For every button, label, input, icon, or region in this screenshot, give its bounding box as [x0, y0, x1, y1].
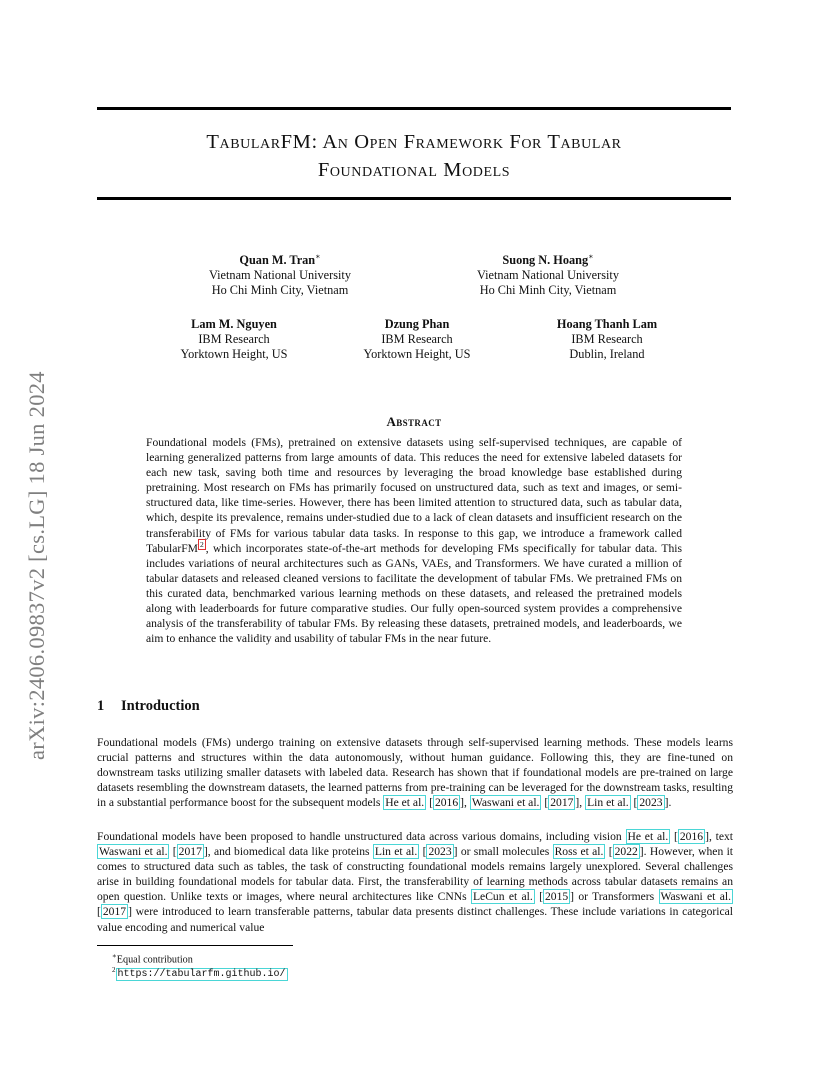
- citation-year-link[interactable]: 2023: [639, 796, 663, 810]
- footnote-url-link[interactable]: https://tabularfm.github.io/: [117, 969, 286, 981]
- citation-year-link[interactable]: 2022: [614, 845, 638, 859]
- abstract-text-2: , which incorporates state-of-the-art methods for developing FMs specifically for tabular data. This includes variations of neural architectures such as GANs, VAEs, and Transformers. We have curated a million of tabular datasets and released cleaned versions to facilitate the development of tabular FMs. We pretrained FMs on this curated data, benchmarked various learning methods on these datasets, and released the pretrained models along with leaderboards for future comparative studies. Our fully open-sourced system provides a comprehensive analysis of the transferability of tabular FMs. By releasing these datasets, pretrained models, and leaderboards, we aim to enhance the validity and usability of tabular FMs in the near future.: [146, 541, 682, 646]
- abstract-body: [146, 435, 682, 646]
- citation-link[interactable]: Waswani et al.: [99, 845, 168, 859]
- author-block: [317, 317, 517, 362]
- footnote-rule: [97, 945, 293, 946]
- author-location: Yorktown Height, US: [363, 347, 471, 361]
- author-affiliation: IBM Research: [198, 332, 270, 346]
- author-block: [448, 249, 648, 298]
- paragraph-text: , and biomedical data like proteins: [207, 845, 373, 859]
- paragraph-end: .: [668, 796, 672, 810]
- title-top-rule: [97, 107, 731, 110]
- author-affiliation: IBM Research: [571, 332, 643, 346]
- citation-link[interactable]: He et al.: [385, 796, 425, 810]
- author-affiliation: IBM Research: [381, 332, 453, 346]
- intro-paragraph-2: Foundational models have been proposed to handle unstructured data across various domains, including vision He et al. [ 2016 ], text Waswani et al. [ 2017 ], and biomedical data like proteins Lin et al. [ 2023 ] or small molecules Ross et al. [ 2022 ]. However, when it comes to structured data such as tables, the task of constructing foundational models remains largely unexplored. Several challenges arise in building foundational models for tabular data. First, the transferability of learning methods across tabular datasets remains an open question. Unlike texts or images, where neural architectures like CNNs LeCun et al. [ 2015 ] or Transformers Waswani et al. [ 2017 ] were introduced to learn transferable patterns, tabular data presents distinct challenges. These include variations in categorical value encoding and numerical value: [97, 830, 734, 934]
- abstract-text-1: Foundational models (FMs), pretrained on extensive datasets using self-supervised techniques, are capable of learning generalized patterns from large amounts of data. This reduces the need for extensive labeled datasets for each new task, saving both time and resources by leveraging the broad knowledge base established during pretraining. Most research on FMs has primarily focused on unstructured data, such as text and images, or semi-structured data, like time-series. However, there has been limited attention to structured data, such as tabular data, which, despite its prevalence, remains under-studied due to a lack of clean datasets and insufficient research on the transferability of FMs for various tabular data tasks. In response to this gap, we introduce a framework called TabularFM: [146, 436, 682, 555]
- citation-link[interactable]: Waswani et al.: [471, 796, 540, 810]
- citation-link[interactable]: Waswani et al.: [660, 890, 731, 904]
- author-block: [507, 317, 707, 362]
- author-name: Quan M. Tran: [239, 253, 316, 268]
- author-affiliation: Vietnam National University: [476, 268, 619, 283]
- footnote-mark: ∗: [112, 952, 117, 960]
- author-block: [134, 317, 334, 362]
- citation-year-link[interactable]: 2015: [544, 890, 569, 904]
- arxiv-stamp: arXiv:2406.09837v2 [cs.LG] 18 Jun 2024: [24, 371, 49, 760]
- section-heading: [97, 698, 200, 715]
- paragraph-text: or Transformers: [574, 890, 659, 904]
- intro-paragraph-1: Foundational models (FMs) undergo training on extensive datasets through self-supervised learning methods. These models learns crucial patterns and structures within the data autonomously, without human guidance. Following this, they are fine-tuned on downstream tasks utilizing smaller datasets with labeled data. Research has shown that if foundational models are pre-trained on large datasets resembling the downstream datasets, the learned patterns from pre-training can be leveraged for the downstream tasks, resulting in a substantial performance boost for the subsequent models He et al. [ 2016 ], Waswani et al. [ 2017 ], Lin et al. [ 2023 ].: [97, 736, 733, 810]
- footnote-link[interactable]: 2: [200, 539, 204, 549]
- citation-link[interactable]: Lin et al.: [374, 845, 418, 859]
- paragraph-text: were introduced to learn transferable patterns, tabular data presents distinct challenges. These include variations in categorical value encoding and numerical value: [97, 905, 733, 934]
- author-block: [180, 249, 380, 298]
- author-location: Yorktown Height, US: [180, 347, 288, 361]
- title-bottom-rule: [97, 197, 731, 200]
- citation-year-link[interactable]: 2017: [102, 905, 127, 919]
- paragraph-text: or small molecules: [457, 845, 553, 859]
- citation-year-link[interactable]: 2017: [178, 845, 202, 859]
- footnote-mark: 2: [112, 966, 116, 974]
- author-name: Lam M. Nguyen: [191, 317, 277, 331]
- author-mark: ∗: [315, 252, 321, 261]
- paragraph-text: Foundational models have been proposed to handle unstructured data across various domains, including vision: [97, 830, 626, 843]
- author-location: Ho Chi Minh City, Vietnam: [211, 283, 349, 298]
- author-name: Hoang Thanh Lam: [556, 317, 658, 331]
- title-line-1: TabularFM: An Open Framework For Tabular: [206, 131, 622, 153]
- section-number: 1: [97, 698, 105, 714]
- section-title: Introduction: [121, 698, 200, 714]
- citation-link[interactable]: LeCun et al.: [472, 890, 533, 904]
- footnote-text: Equal contribution: [116, 954, 193, 966]
- abstract-heading: Abstract: [386, 414, 442, 429]
- citation-year-link[interactable]: 2023: [428, 845, 452, 859]
- author-mark: ∗: [588, 252, 594, 261]
- citation-year-link[interactable]: 2017: [550, 796, 574, 810]
- citation-year-link[interactable]: 2016: [679, 830, 704, 843]
- author-name: Suong N. Hoang: [502, 253, 589, 268]
- paragraph-text: . However, when it comes to structured data such as tables, the task of constructing foundational models remains largely unexplored. Several challenges arise in building foundational models for tabular data. First, the transferability of learning methods across tabular datasets remains an open question. Unlike texts or images, where neural architectures like CNNs: [97, 845, 734, 904]
- citation-year-link[interactable]: 2016: [434, 796, 459, 810]
- author-name: Dzung Phan: [384, 317, 450, 331]
- author-location: Ho Chi Minh City, Vietnam: [479, 283, 617, 298]
- footnote-2: [112, 964, 288, 981]
- paper-title: [97, 128, 731, 184]
- paragraph-text: , text: [708, 830, 734, 843]
- title-line-2: Foundational Models: [317, 159, 511, 181]
- paragraph-text: Foundational models (FMs) undergo training on extensive datasets through self-supervised learning methods. These models learns crucial patterns and structures within the data autonomously, without human guidance. Following this, they are fine-tuned on downstream tasks utilizing smaller datasets with labeled data. Research has shown that if foundational models are pre-trained on large datasets resembling the downstream datasets, the learned patterns from pre-training can be leveraged for the downstream tasks, resulting in a substantial performance boost for the subsequent models: [97, 736, 733, 810]
- author-location: Dublin, Ireland: [569, 347, 645, 361]
- citation-link[interactable]: Ross et al.: [554, 845, 604, 859]
- citation-link[interactable]: He et al.: [627, 830, 669, 843]
- citation-link[interactable]: Lin et al.: [587, 796, 629, 810]
- author-affiliation: Vietnam National University: [208, 268, 351, 283]
